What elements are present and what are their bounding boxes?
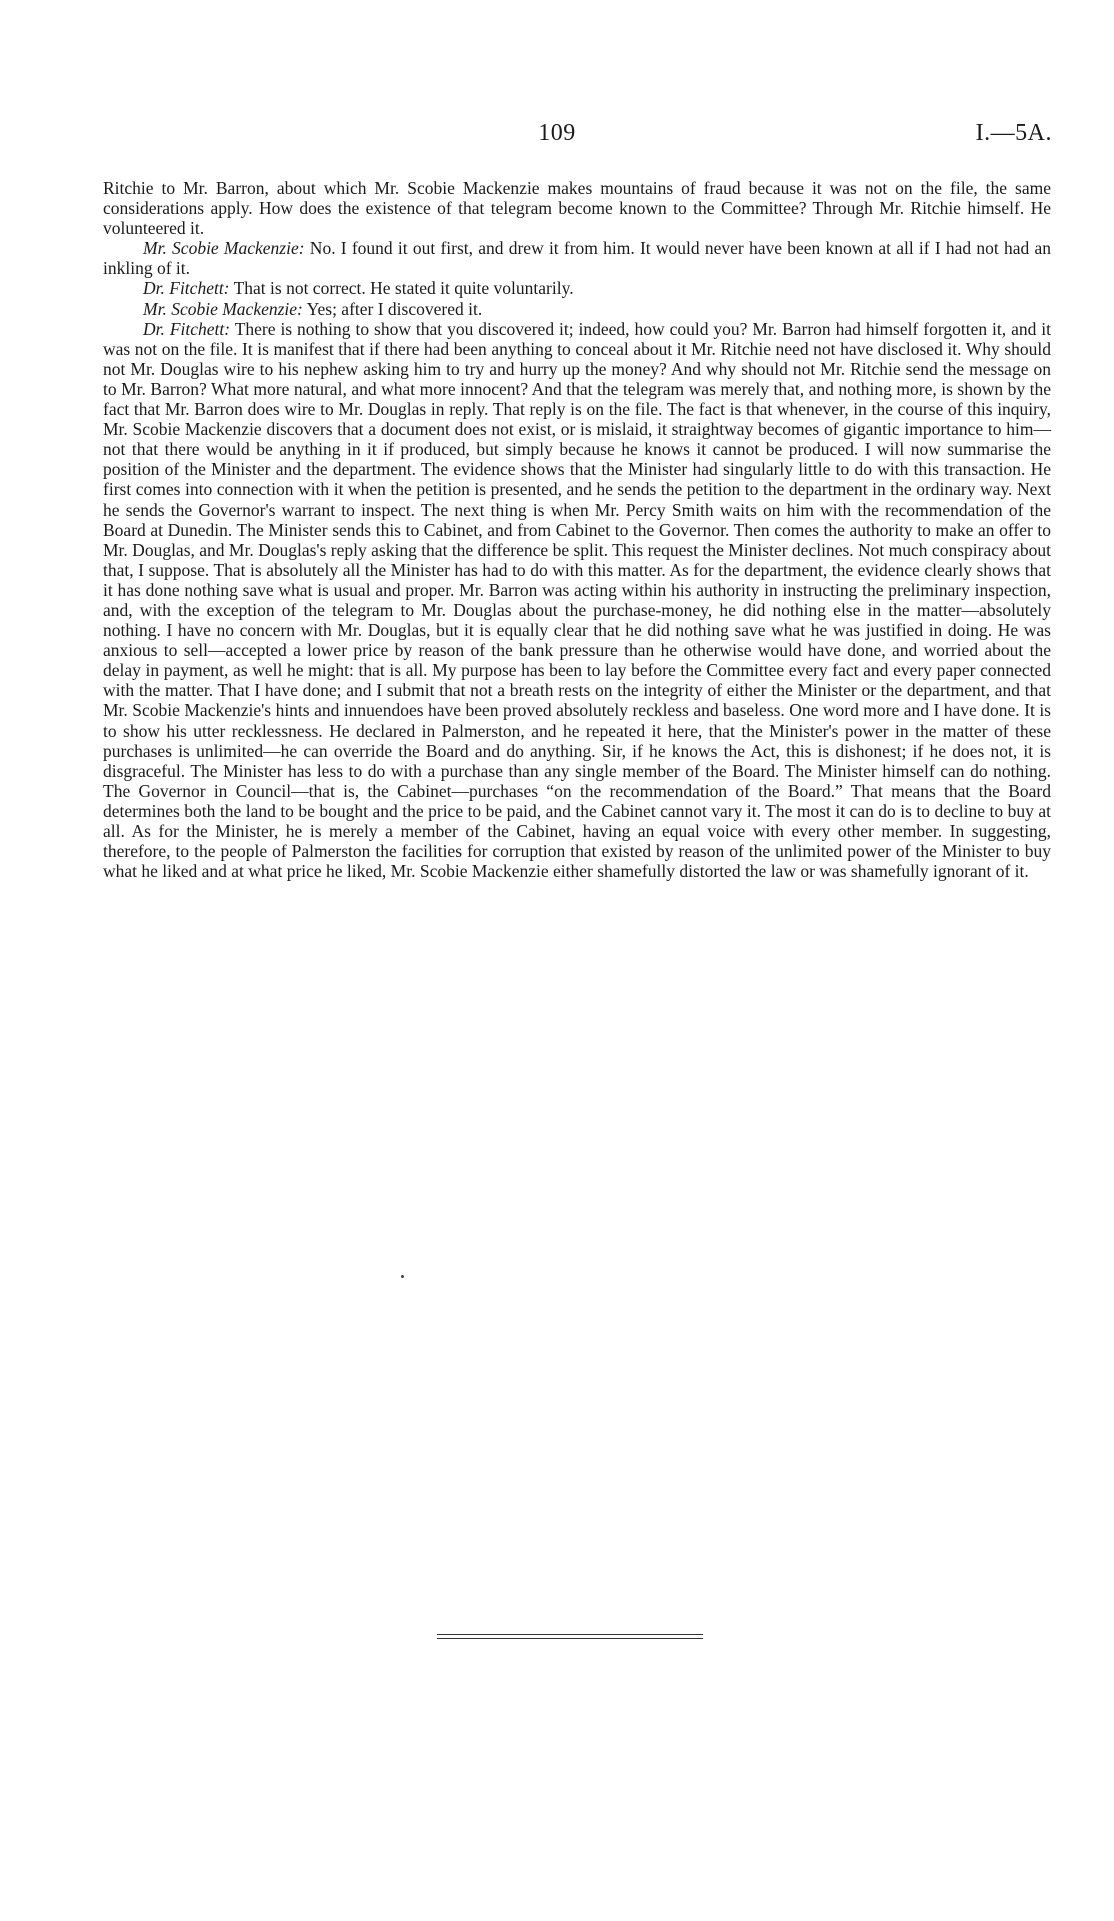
end-rule-bottom (437, 1638, 703, 1639)
paragraph-text: That is not correct. He stated it quite voluntarily. (229, 278, 574, 299)
speaker-label: Dr. Fitchett: (143, 318, 231, 339)
page-reference: I.—5A. (975, 120, 1052, 146)
paragraph-text: Ritchie to Mr. Barron, about which Mr. Scobie Mackenzie makes mountains of fraud because it was not on the file, the same considerations apply. How does the existence of that telegram become known to the Committee? Through Mr. Ritchie himself. He volunteered it. (103, 178, 1051, 239)
speaker-label: Mr. Scobie Mackenzie: (143, 238, 305, 259)
paragraph-text: Yes; after I discovered it. (302, 298, 483, 319)
speaker-label: Mr. Scobie Mackenzie: (143, 298, 303, 319)
paragraph-2 (103, 238, 1051, 278)
document-body (103, 178, 1051, 881)
stray-mark (401, 1275, 404, 1278)
paragraph-1 (103, 178, 1051, 238)
paragraph-text: There is nothing to show that you discovered it; indeed, how could you? Mr. Barron had himself forgotten it, and it was not on the file. It is manifest that if there had been anything to conceal about it Mr. Ritchie need not have disclosed it. Why should not Mr. Douglas wire to his nephew asking him to try and hurry up the money? And why should not Mr. Ritchie send the message on to Mr. Barron? What more natural, and what more innocent? And that the telegram was merely that, and nothing more, is shown by the fact that Mr. Barron does wire to Mr. Douglas in reply. That reply is on the file. The fact is that whenever, in the course of this inquiry, Mr. Scobie Mackenzie discovers that a document does not exist, or is mislaid, it straightway becomes of gigantic importance to him—not that there would be anything in it if produced, but simply because he knows it cannot be produced. I will now summarise the position of the Minister and the department. The evidence shows that the Minister had singularly little to do with this transaction. He first comes into connection with it when the petition is presented, and he sends the petition to the department in the ordinary way. Next he sends the Governor's warrant to inspect. The next thing is when Mr. Percy Smith waits on him with the recommendation of the Board at Dunedin. The Minister sends this to Cabinet, and from Cabinet to the Governor. Then comes the authority to make an offer to Mr. Douglas, and Mr. Douglas's reply asking that the difference be split. This request the Minister declines. Not much conspiracy about that, I suppose. That is absolutely all the Minister has had to do with this matter. As for the department, the evidence clearly shows that it has done nothing save what is usual and proper. Mr. Barron was acting within his authority in instructing the preliminary inspection, and, with the exception of the telegram to Mr. Douglas about the purchase-money, he did nothing else in the matter—absolutely nothing. I have no concern with Mr. Douglas, but it is equally clear that he did nothing save what he was justified in doing. He was anxious to sell—accepted a lower price by reason of the bank pressure than he otherwise would have done, and worried about the delay in payment, as well he might: that is all. My purpose has been to lay before the Committee every fact and every paper connected with the matter. That I have done; and I submit that not a breath rests on the integrity of either the Minister or the department, and that Mr. Scobie Mackenzie's hints and innuendoes have been proved absolutely reckless and baseless. One word more and I have done. It is to show his utter recklessness. He declared in Palmerston, and he repeated it here, that the Minister's power in the matter of these purchases is unlimited—he can override the Board and do anything. Sir, if he knows the Act, this is dishonest; if he does not, it is disgraceful. The Minister has less to do with a purchase than any single member of the Board. The Minister himself can do nothing. The Governor in Council—that is, the Cabinet—purchases “on the recommendation of the Board.” That means that the Board determines both the land to be bought and the price to be paid, and the Cabinet cannot vary it. The most it can do is to decline to buy at all. As for the Minister, he is merely a member of the Cabinet, having an equal voice with every other member. In suggesting, therefore, to the people of Palmerston the facilities for corruption that existed by reason of the unlimited power of the Minister to buy what he liked and at what price he liked, Mr. Scobie Mackenzie either shamefully distorted the law or was shamefully ignorant of it. (103, 318, 1051, 882)
paragraph-text: No. I found it out first, and drew it from him. It would never have been known at all if I had not had an inkling of it. (103, 238, 1051, 279)
page-number: 109 (538, 120, 576, 146)
paragraph-3 (103, 278, 1051, 298)
end-rule-top (437, 1634, 703, 1635)
paragraph-4 (103, 299, 1051, 319)
speaker-label: Dr. Fitchett: (143, 278, 230, 299)
paragraph-5 (103, 319, 1051, 882)
